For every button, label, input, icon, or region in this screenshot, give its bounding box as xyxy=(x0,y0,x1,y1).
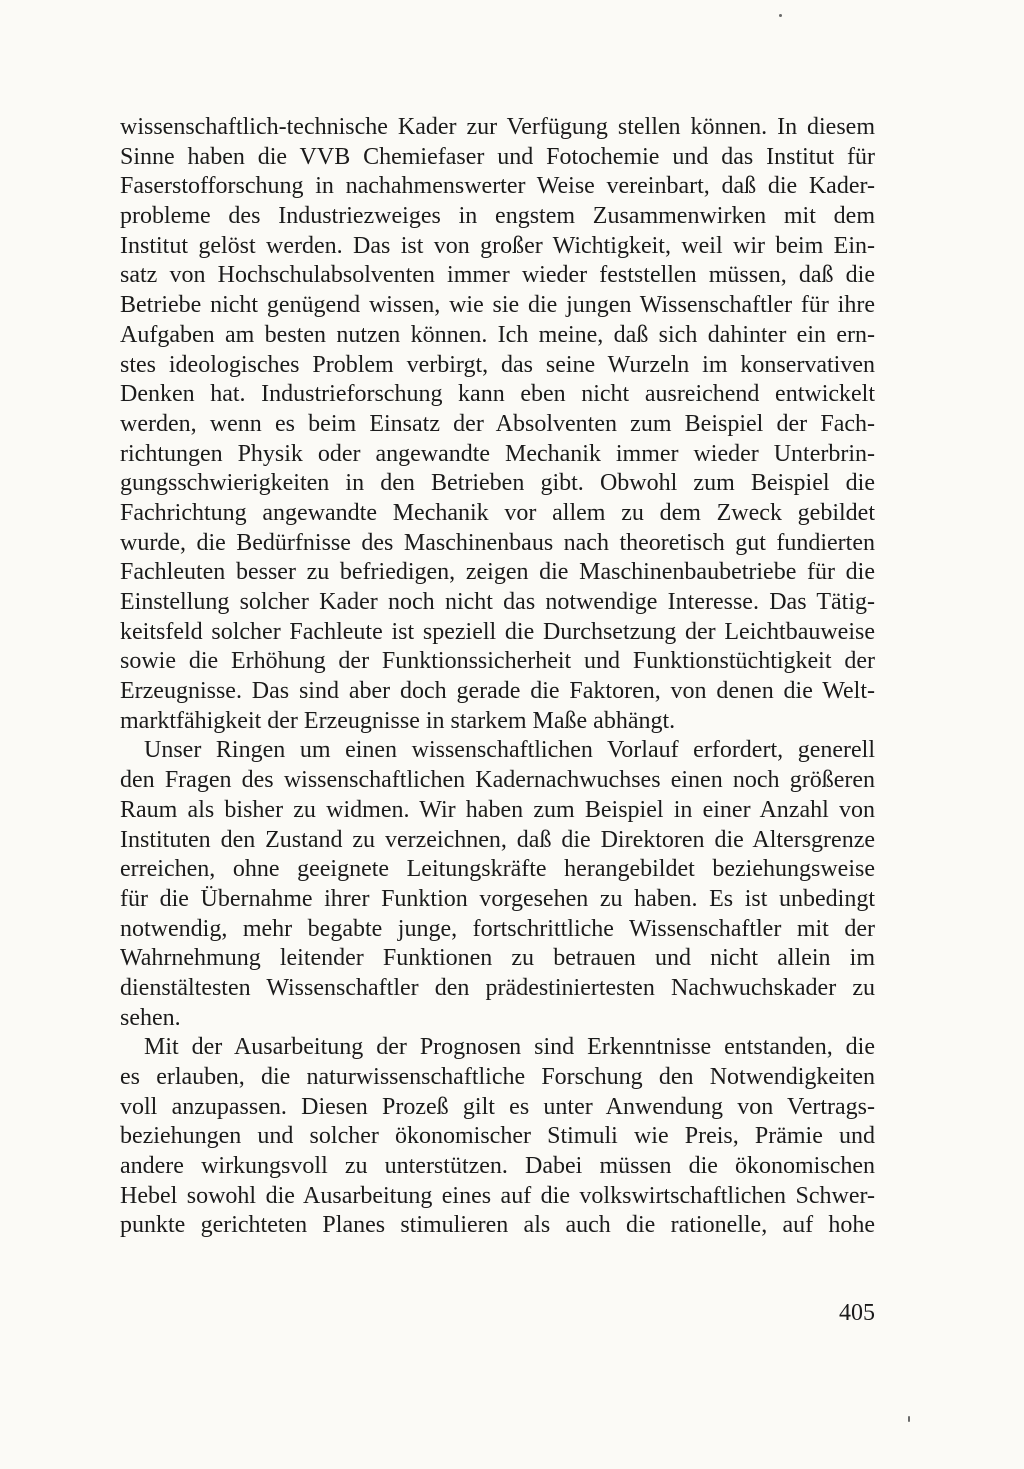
page-number: 405 xyxy=(839,1300,875,1326)
text-line: wurde, die Bedürfnisse des Maschinenbaus nach theoretisch gut fundierten xyxy=(120,529,875,556)
text-line: satz von Hochschulabsolventen immer wieder feststellen müssen, daß die xyxy=(120,262,875,289)
text-line: sehen. xyxy=(120,1004,181,1031)
text-line: gungsschwierigkeiten in den Betrieben gibt. Obwohl zum Beispiel die xyxy=(120,470,875,497)
text-line: es erlauben, die naturwissenschaftliche Forschung den Notwendigkeiten xyxy=(120,1064,875,1090)
text-line: Aufgaben am besten nutzen können. Ich meine, daß sich dahinter ein ern- xyxy=(120,321,875,348)
text-line: für die Übernahme ihrer Funktion vorgesehen zu haben. Es ist unbedingt xyxy=(120,885,875,912)
text-line: wissenschaftlich-technische Kader zur Verfügung stellen können. In diesem xyxy=(120,114,875,140)
text-line: Erzeugnisse. Das sind aber doch gerade die Faktoren, von denen die Welt- xyxy=(120,678,875,705)
text-line: voll anzupassen. Diesen Prozeß gilt es unter Anwendung von Vertrags- xyxy=(120,1093,875,1120)
text-line: Fachleuten besser zu befriedigen, zeigen die Maschinenbaubetriebe für die xyxy=(120,559,875,586)
text-line: notwendig, mehr begabte junge, fortschrittliche Wissenschaftler mit der xyxy=(120,915,875,942)
text-line: werden, wenn es beim Einsatz der Absolventen zum Beispiel der Fach- xyxy=(120,410,875,437)
text-line: beziehungen und solcher ökonomischer Stimuli wie Preis, Prämie und xyxy=(120,1123,875,1150)
text-line: Fachrichtung angewandte Mechanik vor allem zu dem Zweck gebildet xyxy=(120,499,875,526)
text-line: keitsfeld solcher Fachleute ist speziell die Durchsetzung der Leichtbauweise xyxy=(120,618,875,645)
text-line: Institut gelöst werden. Das ist von großer Wichtigkeit, weil wir beim Ein- xyxy=(120,232,875,259)
text-line: Unser Ringen um einen wissenschaftlichen Vorlauf erfordert, generell xyxy=(144,737,875,764)
body-text xyxy=(120,113,875,1241)
scan-speck xyxy=(779,14,782,17)
text-line: erreichen, ohne geeignete Leitungskräfte herangebildet beziehungsweise xyxy=(120,856,875,883)
text-line: richtungen Physik oder angewandte Mechanik immer wieder Unterbrin- xyxy=(120,440,875,467)
scan-speck xyxy=(908,1416,910,1422)
text-line: Betriebe nicht genügend wissen, wie sie die jungen Wissenschaftler für ihre xyxy=(120,292,875,319)
text-line: punkte gerichteten Planes stimulieren als auch die rationelle, auf hohe xyxy=(120,1212,875,1239)
text-line: Instituten den Zustand zu verzeichnen, daß die Direktoren die Altersgrenze xyxy=(120,826,875,853)
text-line: sowie die Erhöhung der Funktionssicherheit und Funktionstüchtigkeit der xyxy=(120,648,875,675)
text-line: Denken hat. Industrieforschung kann eben nicht ausreichend entwickelt xyxy=(120,381,875,408)
text-line: Mit der Ausarbeitung der Prognosen sind Erkenntnisse entstanden, die xyxy=(144,1034,875,1061)
text-line: dienstältesten Wissenschaftler den prädestiniertesten Nachwuchskader zu xyxy=(120,974,875,1001)
text-line: andere wirkungsvoll zu unterstützen. Dabei müssen die ökonomischen xyxy=(120,1153,875,1180)
text-line: Wahrnehmung leitender Funktionen zu betrauen und nicht allein im xyxy=(120,945,875,972)
text-line: stes ideologisches Problem verbirgt, das seine Wurzeln im konservativen xyxy=(120,351,875,378)
text-line: marktfähigkeit der Erzeugnisse in starkem Maße abhängt. xyxy=(120,707,676,734)
text-line: Raum als bisher zu widmen. Wir haben zum Beispiel in einer Anzahl von xyxy=(120,796,875,823)
text-line: Hebel sowohl die Ausarbeitung eines auf die volkswirtschaftlichen Schwer- xyxy=(120,1182,875,1209)
text-line: den Fragen des wissenschaftlichen Kadernachwuchses einen noch größeren xyxy=(120,767,875,794)
text-line: Faserstofforschung in nachahmenswerter Weise vereinbart, daß die Kader- xyxy=(120,173,875,200)
text-line: Einstellung solcher Kader noch nicht das notwendige Interesse. Das Tätig- xyxy=(120,589,875,615)
text-line: probleme des Industriezweiges in engstem Zusammenwirken mit dem xyxy=(120,203,875,230)
text-line: Sinne haben die VVB Chemiefaser und Fotochemie und das Institut für xyxy=(120,143,875,170)
